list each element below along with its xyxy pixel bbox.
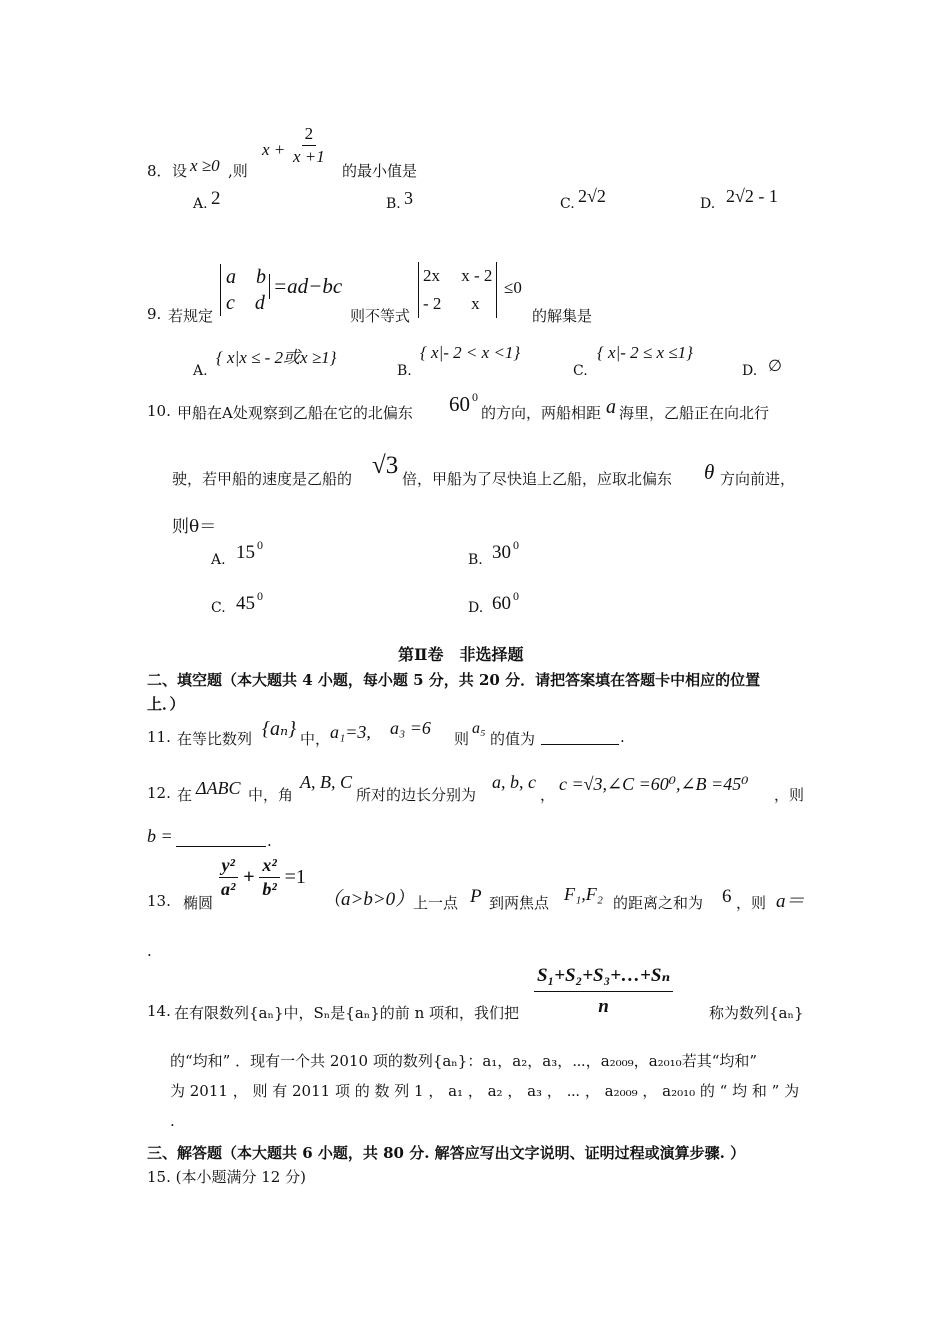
option-d-label: D. — [700, 196, 716, 212]
sequence-symbol: {aₙ} — [262, 718, 297, 740]
determinant-row: c d — [226, 292, 265, 314]
distance-var: a — [606, 396, 616, 418]
answer-blank — [176, 828, 266, 847]
option-d-sup: 0 — [513, 589, 519, 603]
angle-value: 60 — [449, 392, 470, 416]
fraction-denominator: a² — [221, 879, 236, 899]
fill-in-header-continued: 上．） — [147, 695, 185, 713]
option-a-sup: 0 — [257, 538, 263, 552]
distance-sum: 6 — [722, 886, 732, 907]
option-b-label: B. — [468, 552, 483, 568]
question-text: 椭圆 — [183, 894, 214, 912]
option-c-value: { x|- 2 ≤ x ≤1} — [597, 343, 693, 362]
fraction-denominator: x +1 — [293, 147, 325, 166]
option-b-sup: 0 — [513, 538, 519, 552]
question-number: 11. — [147, 728, 171, 746]
question-text: 倍，甲船为了尽快追上乙船，应取北偏东 — [402, 470, 673, 488]
question-number: 14. — [147, 1002, 171, 1020]
given-conditions: c =√3,∠C =60⁰,∠B =45⁰ — [559, 774, 749, 794]
degree-sup: 0 — [472, 390, 478, 404]
fill-in-header: 二、填空题（本大题共 4 小题，每小题 5 分，共 20 分．请把答案填在答题卡中相应的位置 — [147, 671, 761, 689]
question-number: 9. — [147, 305, 162, 323]
question-text: 的距离之和为 — [613, 894, 704, 912]
question-text: ,则 — [228, 162, 248, 180]
condition-math: x ≥0 — [190, 156, 220, 175]
answer-section-header: 三、解答题（本大题共 6 小题，共 80 分. 解答应写出文字说明、证明过程或演算步骤. ） — [147, 1144, 746, 1162]
option-b-value: { x|- 2 < x <1} — [420, 343, 521, 362]
option-a-label: A. — [211, 552, 226, 568]
question-text: 驶，若甲船的速度是乙船的 — [172, 470, 353, 488]
option-c-label: C. — [573, 363, 588, 379]
question-end: . — [147, 942, 152, 960]
sqrt-three: √3 — [372, 452, 399, 479]
fraction-denominator: n — [598, 996, 609, 1017]
option-c-value: 2√2 — [578, 186, 606, 206]
option-d-value: ∅ — [768, 358, 782, 375]
question-number: 13. — [147, 892, 171, 910]
question-text: 设 — [172, 162, 188, 180]
option-d-value: 60 — [492, 593, 511, 614]
question-text: 方向前进， — [720, 470, 796, 488]
inequality-relation: ≤0 — [504, 278, 522, 297]
option-a-label: A. — [193, 196, 208, 212]
answer-blank — [541, 726, 619, 745]
question-text: 到两焦点 — [489, 894, 550, 912]
average-sum-fraction — [534, 964, 673, 1018]
determinant-row: 2x x - 2 — [423, 266, 493, 285]
question-text: 的值为 — [490, 730, 536, 748]
equals-one: =1 — [284, 866, 306, 888]
question-text: 甲船在A处观察到乙船在它的北偏东 — [177, 404, 413, 422]
question-text: 所对的边长分别为 — [356, 786, 477, 804]
answer-variable: b = — [147, 826, 173, 846]
question-text: 在有限数列{aₙ}中，Sₙ是{aₙ}的前 n 项和，我们把 — [174, 1004, 520, 1022]
question-text: ，则 — [736, 894, 767, 912]
option-c-label: C. — [560, 196, 575, 212]
question-text: 在 — [177, 786, 193, 804]
answer-variable: a＝ — [776, 891, 805, 912]
fraction-numerator: x² — [259, 855, 279, 878]
question-15: 15. (本小题满分 12 分) — [147, 1168, 306, 1186]
question-text: 中， — [300, 730, 331, 748]
question-text: 的解集是 — [532, 307, 593, 325]
question-text: 的方向，两船相距 — [481, 404, 602, 422]
question-number: 12. — [147, 784, 171, 802]
option-b-value: 3 — [404, 188, 413, 208]
option-a-value: { x|x ≤ - 2或x ≥1} — [216, 348, 337, 367]
fraction-numerator: y² — [219, 855, 238, 878]
expression-head: x + — [262, 140, 286, 159]
question-text: 则不等式 — [350, 307, 411, 325]
option-a-label: A. — [193, 363, 208, 379]
question-text: 称为数列{aₙ} — [709, 1004, 804, 1022]
question-text: 的最小值是 — [342, 162, 418, 180]
theta-var: θ — [704, 460, 715, 484]
a1-value: a₁=3, — [330, 722, 371, 742]
option-a-value: 15 — [236, 542, 255, 563]
option-c-sup: 0 — [257, 589, 263, 603]
question-text: 中，角 — [248, 786, 294, 804]
foci-symbols: F₁,F₂ — [564, 884, 604, 904]
determinant-row: a b — [226, 266, 266, 288]
a3-value: a₃ =6 — [390, 718, 431, 738]
fraction-denominator: b² — [262, 879, 277, 899]
plus-sign: + — [243, 866, 255, 888]
question-text: 上一点 — [413, 894, 459, 912]
question-number: 10. — [147, 402, 171, 420]
section-title: 第Ⅱ卷 非选择题 — [398, 645, 524, 664]
triangle-symbol: ΔABC — [196, 778, 241, 798]
question-text: 海里，乙船正在向北行 — [619, 404, 770, 422]
option-d-label: D. — [468, 600, 484, 616]
expression-fraction — [290, 124, 328, 167]
option-a-value: 2 — [211, 188, 221, 209]
ellipse-condition: （a>b>0） — [322, 889, 415, 910]
option-b-label: B. — [386, 196, 401, 212]
question-text: 的“均和” ．现有一个共 2010 项的数列{aₙ}：a₁，a₂，a₃，⋯，a₂₀₀₉，a₂₀₁₀若其“均和” — [170, 1052, 758, 1070]
question-text: ， — [540, 786, 556, 804]
side-names: a, b, c — [492, 772, 536, 792]
fraction-numerator: S₁+S₂+S₃+…+Sₙ — [534, 964, 673, 992]
question-text: 若规定 — [168, 307, 214, 325]
determinant-row: - 2 x — [423, 294, 480, 313]
question-text: 在等比数列 — [177, 730, 253, 748]
option-d-value: 2√2 - 1 — [726, 186, 778, 206]
question-text: 则 — [454, 730, 470, 748]
angle-names: A, B, C — [300, 772, 352, 792]
inequality-determinant — [418, 262, 497, 318]
question-end: . — [267, 832, 272, 850]
ellipse-equation — [218, 855, 306, 900]
determinant-definition — [220, 264, 266, 316]
question-end: . — [170, 1112, 175, 1130]
option-d-label: D. — [742, 363, 758, 379]
question-text: 则θ＝ — [172, 517, 217, 537]
point-p: P — [470, 886, 482, 907]
question-number: 8． — [147, 162, 172, 180]
option-b-value: 30 — [492, 542, 511, 563]
option-b-label: B. — [397, 363, 412, 379]
question-text: ，则 — [774, 786, 805, 804]
question-end: . — [620, 728, 625, 746]
option-c-label: C. — [211, 600, 226, 616]
question-text: 为 2011 ， 则 有 2011 项 的 数 列 1 ， a₁ ， a₂ ， a₃ ， ⋯ ， a₂₀₀₉ ， a₂₀₁₀ 的 “ 均 和 ” 为 — [170, 1082, 800, 1100]
option-c-value: 45 — [236, 593, 255, 614]
determinant-formula: =ad−bc — [269, 274, 342, 299]
fraction-numerator: 2 — [302, 124, 317, 146]
a5-symbol: a₅ — [472, 720, 486, 737]
